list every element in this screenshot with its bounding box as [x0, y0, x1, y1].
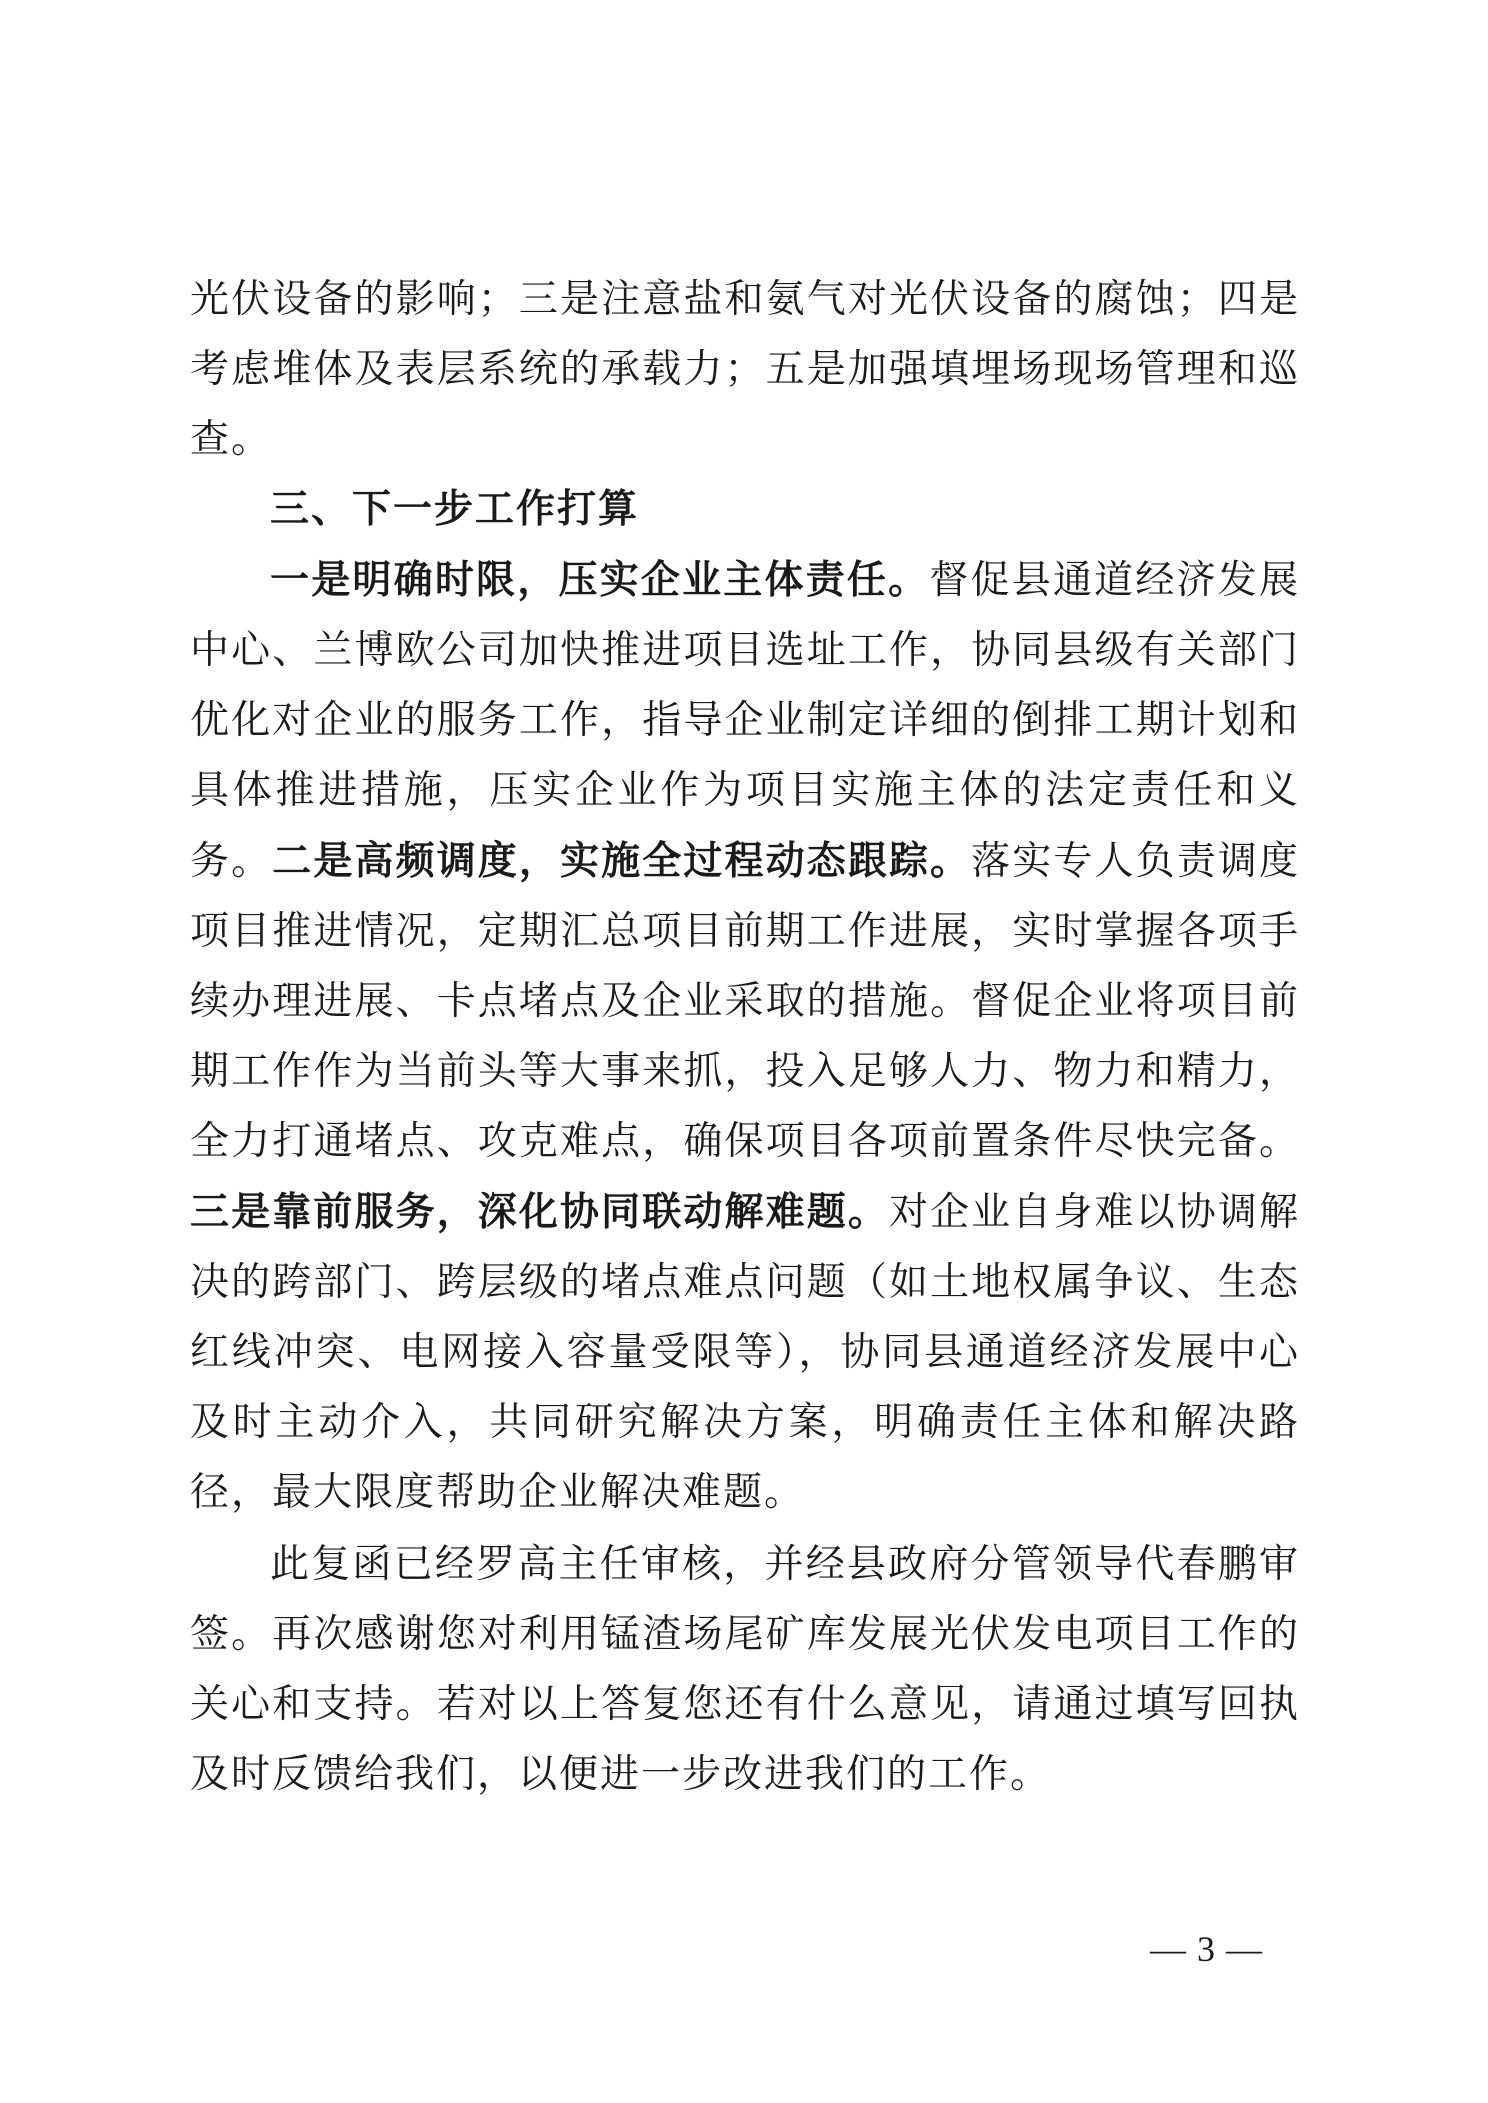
plan-item2-title: 二是高频调度，实施全过程动态跟踪。: [272, 838, 972, 884]
closing-paragraph: 此复函已经罗高主任审核，并经县政府分管领导代春鹏审签。再次感谢您对利用锰渣场尾矿库发展光伏发电项目工作的关心和支持。若对以上答复您还有什么意见，请通过填写回执及时反馈给我们，以便进一步改进我们的工作。: [190, 1542, 1300, 1797]
plan-item3-title: 三是靠前服务，深化协同联动解难题。: [190, 1189, 889, 1235]
document-body: [190, 265, 1300, 1810]
plan-item2-body: 落实专人负责调度项目推进情况，定期汇总项目前期工作进展，实时掌握各项手续办理进展、卡点堵点及企业采取的措施。督促企业将项目前期工作作为当前头等大事来抓，投入足够人力、物力和精力，全力打通堵点、攻克难点，确保项目各项前置条件尽快完备。: [190, 839, 1300, 1164]
intro-paragraph: 光伏设备的影响；三是注意盐和氨气对光伏设备的腐蚀；四是考虑堆体及表层系统的承载力；五是加强填埋场现场管理和巡查。: [190, 277, 1300, 462]
section-heading: 三、下一步工作打算: [270, 487, 640, 532]
plan-item3-body: 对企业自身难以协调解决的跨部门、跨层级的堵点难点问题（如土地权属争议、生态红线冲突、电网接入容量受限等），协同县通道经济发展中心及时主动介入，共同研究解决方案，明确责任主体和解决路径，最大限度帮助企业解决难题。: [190, 1190, 1300, 1515]
plan-paragraph: [190, 545, 1300, 1528]
page-number: — 3 —: [1150, 1929, 1263, 1969]
plan-item1-body: 督促县通道经济发展中心、兰博欧公司加快推进项目选址工作，协同县级有关部门优化对企业的服务工作，指导企业制定详细的倒排工期计划和具体推进措施，压实企业作为项目实施主体的法定责任和义务。: [190, 558, 1300, 884]
plan-item1-title: 一是明确时限，压实企业主体责任。: [270, 557, 930, 603]
